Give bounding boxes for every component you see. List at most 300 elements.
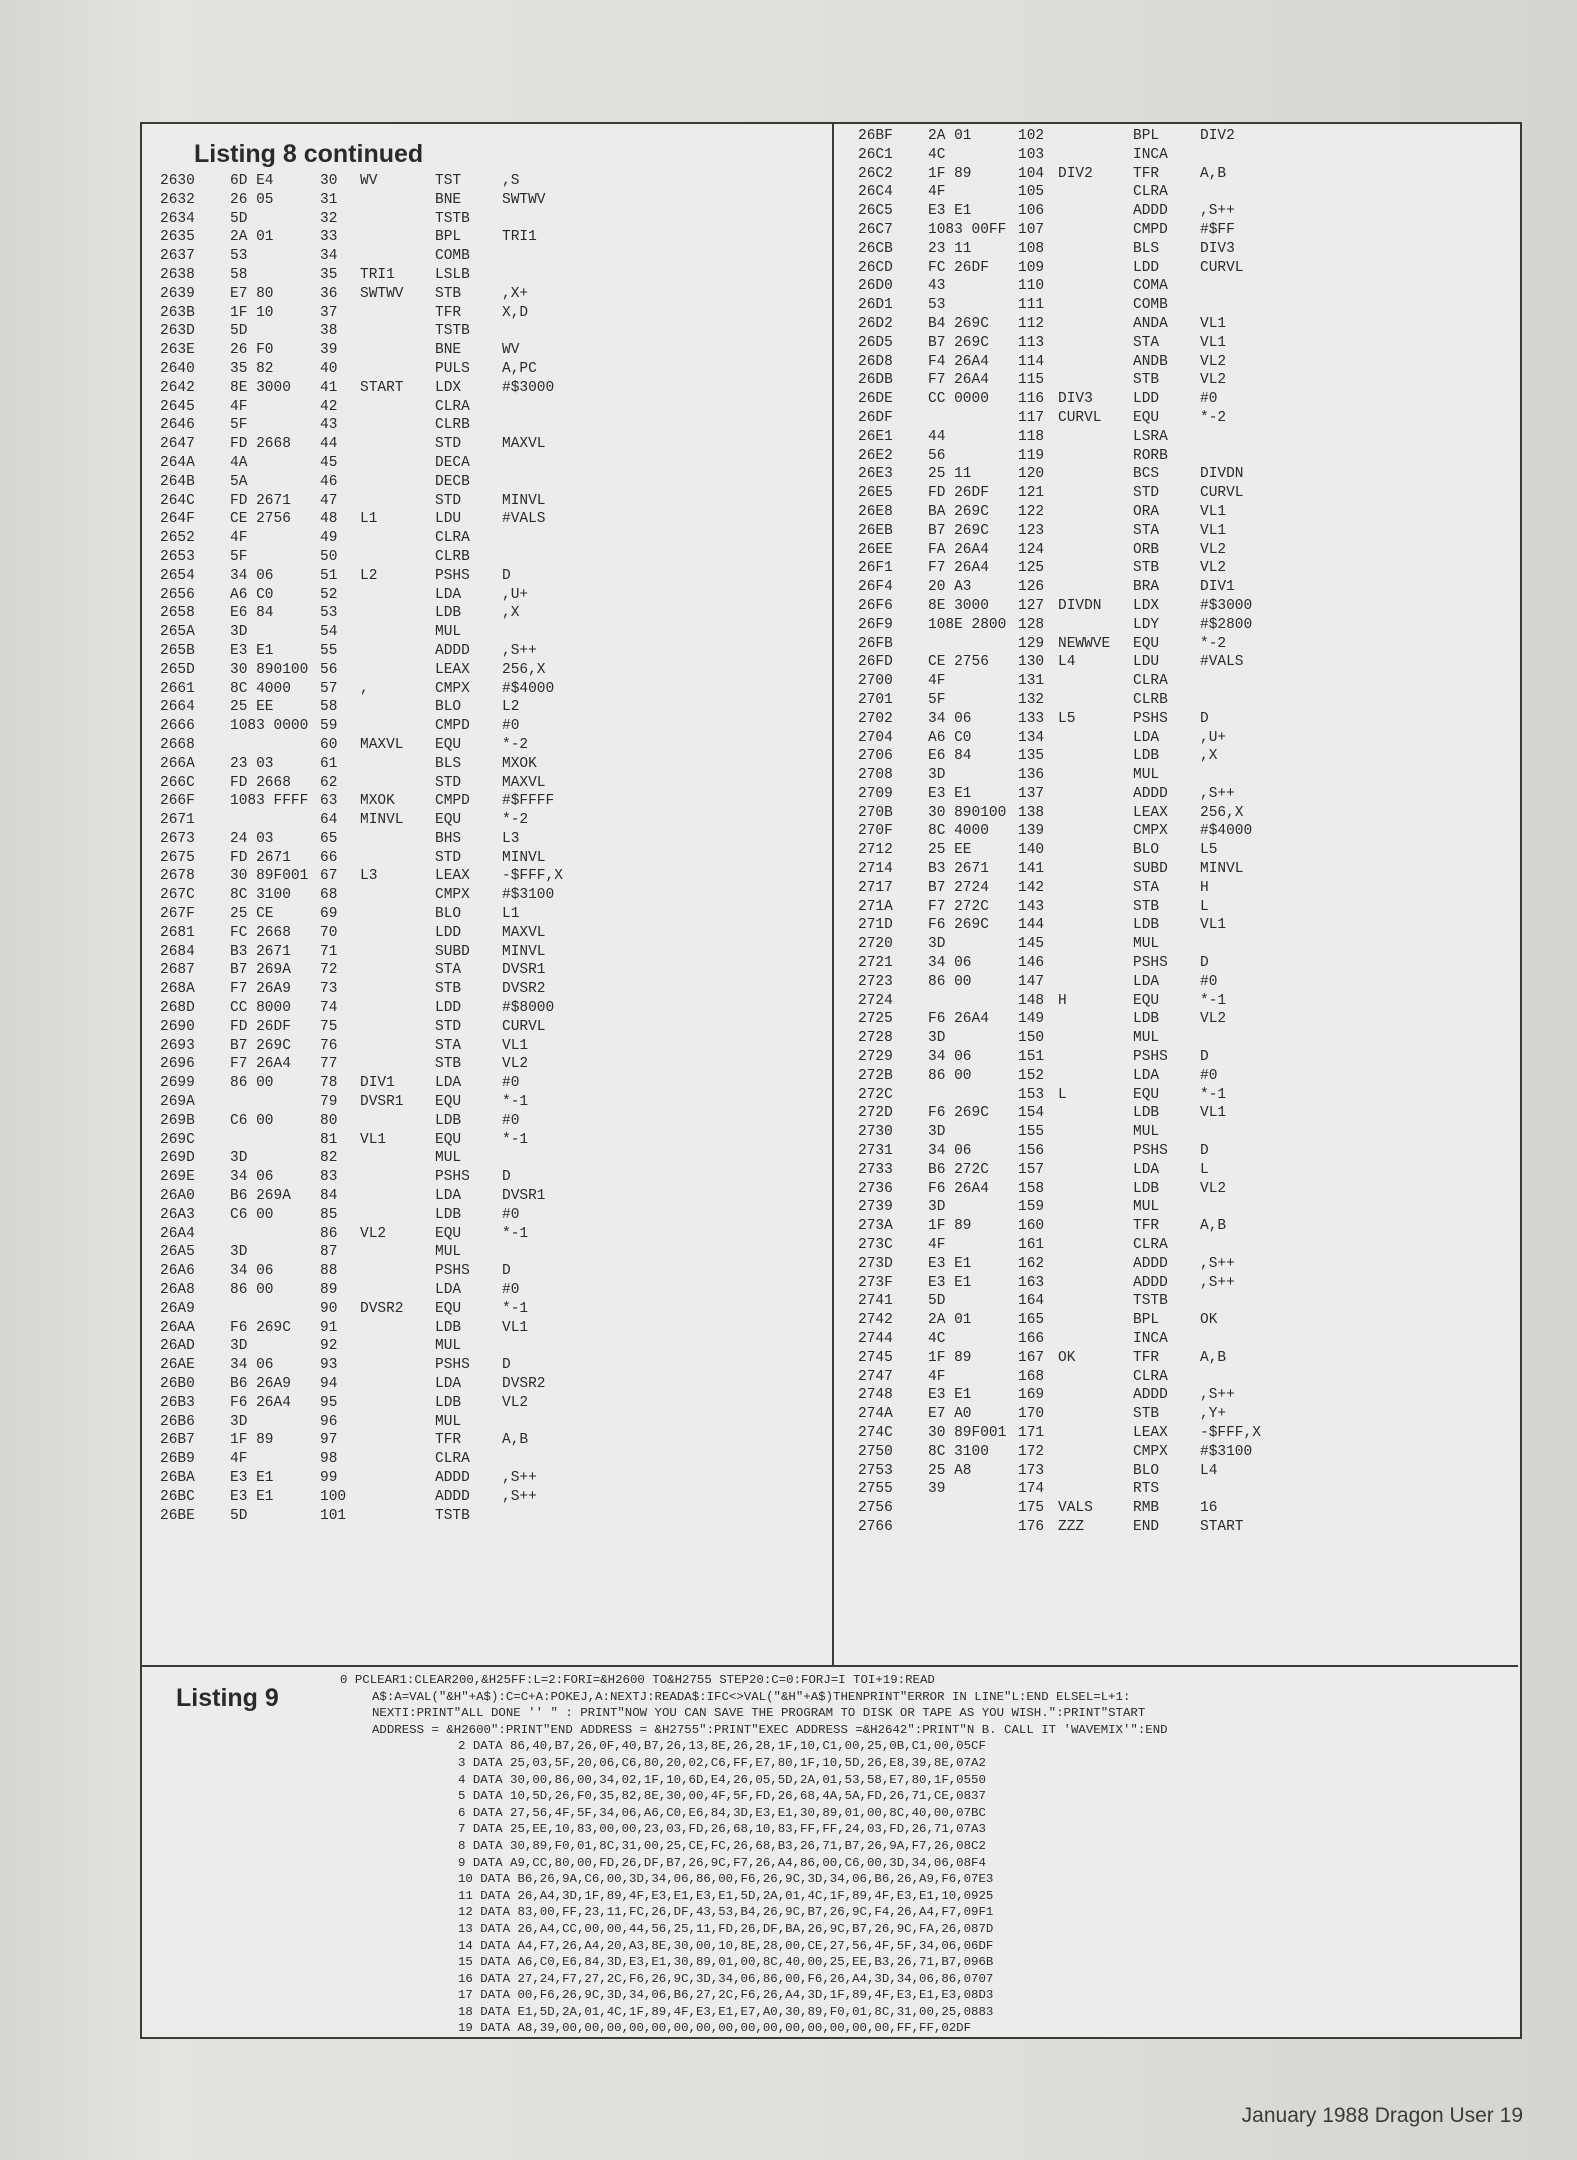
mnemonic: BNE: [435, 342, 462, 359]
listing8-heading: Listing 8 continued: [194, 140, 424, 168]
line-number: 49: [320, 530, 338, 547]
line-number: 112: [1018, 315, 1045, 332]
operand: DVSR1: [502, 962, 546, 979]
address: 26AE: [160, 1357, 195, 1374]
mnemonic: PSHS: [1133, 955, 1168, 972]
line-number: 85: [320, 1206, 338, 1223]
mnemonic: TST: [435, 173, 462, 189]
hex-bytes: 1F 89: [928, 165, 972, 182]
code-line: [858, 165, 1518, 184]
address: 2725: [858, 1011, 893, 1028]
hex-bytes: 56: [928, 447, 946, 464]
address: 2748: [858, 1387, 893, 1404]
mnemonic: INCA: [1133, 1331, 1168, 1347]
line-number: 97: [320, 1432, 338, 1449]
mnemonic: LEAX: [435, 868, 470, 885]
label: L2: [360, 567, 378, 584]
line-number: 50: [320, 548, 338, 565]
mnemonic: COMB: [1133, 297, 1168, 314]
address: 267C: [160, 887, 195, 904]
address: 26C1: [858, 146, 893, 163]
operand: #$3100: [1200, 1443, 1253, 1460]
address: 264C: [160, 492, 195, 509]
label: VL2: [360, 1225, 387, 1242]
operand: L5: [1200, 842, 1218, 859]
hex-bytes: 44: [928, 428, 946, 445]
code-line: [160, 774, 820, 793]
hex-bytes: 53: [928, 297, 946, 314]
mnemonic: LDA: [435, 586, 462, 603]
operand: A,B: [1200, 1349, 1227, 1366]
hex-bytes: E7 A0: [928, 1406, 972, 1423]
line-number: 142: [1018, 879, 1045, 896]
address: 26BC: [160, 1488, 195, 1505]
line-number: 72: [320, 962, 338, 979]
code-line: [160, 1168, 820, 1187]
operand: A,B: [1200, 1218, 1227, 1235]
address: 269E: [160, 1169, 195, 1186]
code-line: [858, 1518, 1518, 1537]
line-number: 130: [1018, 654, 1045, 671]
operand: TRI1: [502, 229, 537, 246]
mnemonic: PSHS: [435, 1169, 470, 1186]
code-line: [858, 1029, 1518, 1048]
operand: VL2: [1200, 372, 1227, 389]
hex-bytes: B3 2671: [230, 943, 291, 960]
hex-bytes: 1083 00FF: [928, 221, 1007, 238]
mnemonic: CMPX: [1133, 1443, 1168, 1460]
line-number: 79: [320, 1094, 338, 1111]
line-number: 113: [1018, 334, 1045, 351]
operand: ,S++: [502, 642, 537, 659]
address: 26E1: [858, 428, 893, 445]
address: 26A0: [160, 1188, 195, 1205]
code-line: [858, 653, 1518, 672]
code-line: [858, 1368, 1518, 1387]
operand: L1: [502, 906, 520, 923]
line-number: 92: [320, 1338, 338, 1355]
hex-bytes: C6 00: [230, 1112, 274, 1129]
basic-line: 12 DATA 83,00,FF,23,11,FC,26,DF,43,53,B4,26,9C,B7,26,9C,F4,26,A4,F7,09F1: [458, 1905, 994, 1920]
basic-line: 8 DATA 30,89,F0,01,8C,31,00,25,CE,FC,26,68,B3,26,71,B7,26,9A,F7,26,08C2: [458, 1838, 986, 1853]
code-line: [858, 1236, 1518, 1255]
address: 2652: [160, 530, 195, 547]
address: 266A: [160, 755, 195, 772]
operand: *-1: [1200, 992, 1227, 1009]
code-line: [160, 398, 820, 417]
code-line: [858, 1086, 1518, 1105]
code-line: [858, 860, 1518, 879]
operand: A,PC: [502, 360, 537, 377]
mnemonic: RORB: [1133, 447, 1168, 464]
address: 2709: [858, 785, 893, 802]
line-number: 168: [1018, 1368, 1045, 1385]
operand: DIV3: [1200, 240, 1235, 257]
label: START: [360, 379, 404, 396]
label: WV: [360, 173, 378, 189]
address: 2729: [858, 1049, 893, 1066]
code-line: [160, 717, 820, 736]
operand: MINVL: [1200, 861, 1244, 878]
code-line: [160, 341, 820, 360]
line-number: 148: [1018, 992, 1045, 1009]
mnemonic: COMB: [435, 248, 470, 265]
operand: DVSR2: [502, 981, 546, 998]
hex-bytes: 25 A8: [928, 1462, 972, 1479]
hex-bytes: E3 E1: [230, 1469, 274, 1486]
operand: #0: [502, 1075, 520, 1092]
line-number: 57: [320, 680, 338, 697]
basic-line: 4 DATA 30,00,86,00,34,02,1F,10,6D,E4,26,05,5D,2A,01,53,58,E7,80,1F,0550: [458, 1772, 986, 1787]
operand: D: [1200, 710, 1209, 727]
mnemonic: STD: [435, 774, 462, 791]
line-number: 128: [1018, 616, 1045, 633]
address: 269D: [160, 1150, 195, 1167]
address: 26F1: [858, 560, 893, 577]
label: ZZZ: [1058, 1518, 1085, 1535]
code-line: [160, 1225, 820, 1244]
operand: *-1: [502, 1094, 529, 1111]
mnemonic: PSHS: [435, 1357, 470, 1374]
hex-bytes: 3D: [230, 1150, 248, 1167]
address: 26F4: [858, 579, 893, 596]
code-line: [858, 183, 1518, 202]
code-line: [160, 548, 820, 567]
label: MAXVL: [360, 736, 404, 753]
basic-line: 10 DATA B6,26,9A,C6,00,3D,34,06,86,00,F6,26,9C,3D,34,06,B6,26,A9,F6,07E3: [458, 1872, 994, 1887]
mnemonic: ORA: [1133, 503, 1160, 520]
line-number: 82: [320, 1150, 338, 1167]
line-number: 146: [1018, 955, 1045, 972]
code-line: [160, 473, 820, 492]
code-line: [858, 1424, 1518, 1443]
mnemonic: LDB: [1133, 917, 1160, 934]
line-number: 171: [1018, 1424, 1045, 1441]
line-number: 166: [1018, 1331, 1045, 1347]
line-number: 161: [1018, 1237, 1045, 1254]
hex-bytes: 86 00: [928, 973, 972, 990]
label: DIV1: [360, 1075, 395, 1092]
code-line: [160, 567, 820, 586]
code-line: [858, 879, 1518, 898]
hex-bytes: 86 00: [230, 1282, 274, 1299]
code-line: [858, 146, 1518, 165]
operand: L: [1200, 898, 1209, 915]
code-line: [858, 1048, 1518, 1067]
hex-bytes: 34 06: [928, 710, 972, 727]
mnemonic: EQU: [435, 812, 462, 829]
hex-bytes: 26 05: [230, 191, 274, 208]
hex-bytes: 4C: [928, 146, 946, 163]
line-number: 89: [320, 1282, 338, 1299]
hex-bytes: F7 272C: [928, 898, 989, 915]
code-line: [858, 1067, 1518, 1086]
operand: *-2: [502, 812, 529, 829]
address: 2756: [858, 1500, 893, 1517]
operand: A,B: [1200, 165, 1227, 182]
address: 2736: [858, 1180, 893, 1197]
code-line: [160, 1187, 820, 1206]
address: 2724: [858, 992, 893, 1009]
line-number: 127: [1018, 597, 1045, 614]
hex-bytes: 3D: [928, 767, 946, 784]
hex-bytes: E3 E1: [928, 1274, 972, 1291]
code-line: [858, 1499, 1518, 1518]
code-line: [160, 492, 820, 511]
line-number: 87: [320, 1244, 338, 1261]
listing9-heading: Listing 9: [176, 1684, 279, 1712]
hex-bytes: 53: [230, 248, 248, 265]
line-number: 176: [1018, 1518, 1045, 1535]
line-number: 151: [1018, 1049, 1045, 1066]
operand: #0: [1200, 391, 1218, 408]
code-line: [160, 924, 820, 943]
code-line: [160, 661, 820, 680]
code-line: [160, 980, 820, 999]
operand: L4: [1200, 1462, 1218, 1479]
code-line: [160, 1074, 820, 1093]
hex-bytes: CE 2756: [230, 511, 291, 528]
address: 268A: [160, 981, 195, 998]
code-line: [160, 1093, 820, 1112]
mnemonic: BNE: [435, 191, 462, 208]
line-number: 109: [1018, 259, 1045, 276]
code-line: [160, 1394, 820, 1413]
line-number: 66: [320, 849, 338, 866]
mnemonic: COMA: [1133, 278, 1168, 295]
address: 2634: [160, 210, 195, 227]
label: L5: [1058, 710, 1076, 727]
operand: MAXVL: [502, 774, 546, 791]
mnemonic: ADDD: [1133, 1255, 1168, 1272]
address: 2658: [160, 605, 195, 622]
label: NEWWVE: [1058, 635, 1111, 652]
hex-bytes: 30 89F001: [230, 868, 309, 885]
basic-line: 19 DATA A8,39,00,00,00,00,00,00,00,00,00,00,00,00,00,00,00,FF,FF,02DF: [458, 2021, 972, 2036]
line-number: 139: [1018, 823, 1045, 840]
mnemonic: TSTB: [1133, 1293, 1168, 1310]
address: 2647: [160, 436, 195, 453]
code-line: [160, 1337, 820, 1356]
line-number: 132: [1018, 691, 1045, 708]
code-line: [160, 210, 820, 229]
mnemonic: LDD: [1133, 391, 1160, 408]
address: 264F: [160, 511, 195, 528]
mnemonic: MUL: [435, 1244, 462, 1261]
line-number: 81: [320, 1131, 338, 1148]
code-line: [858, 1161, 1518, 1180]
code-line: [858, 1405, 1518, 1424]
hex-bytes: B6 26A9: [230, 1376, 291, 1392]
code-line: [858, 578, 1518, 597]
code-line: [858, 541, 1518, 560]
mnemonic: STA: [1133, 879, 1160, 896]
mnemonic: STD: [1133, 485, 1160, 502]
line-number: 163: [1018, 1274, 1045, 1291]
hex-bytes: B7 269C: [928, 334, 989, 351]
address: 26AD: [160, 1338, 195, 1355]
operand: MINVL: [502, 849, 546, 866]
code-line: [160, 247, 820, 266]
mnemonic: LDA: [435, 1075, 462, 1092]
hex-bytes: 1F 89: [928, 1349, 972, 1366]
code-line: [160, 1450, 820, 1469]
address: 2671: [160, 812, 195, 829]
code-line: [160, 1281, 820, 1300]
code-line: [858, 1330, 1518, 1349]
line-number: 40: [320, 360, 338, 377]
code-line: [858, 935, 1518, 954]
mnemonic: LDY: [1133, 616, 1160, 633]
operand: D: [1200, 1143, 1209, 1160]
operand: X,D: [502, 304, 529, 321]
mnemonic: LDD: [435, 924, 462, 941]
line-number: 172: [1018, 1443, 1045, 1460]
mnemonic: TFR: [1133, 1218, 1160, 1235]
line-number: 68: [320, 887, 338, 904]
hex-bytes: 8C 4000: [928, 823, 989, 840]
mnemonic: LDA: [435, 1282, 462, 1299]
mnemonic: BHS: [435, 830, 462, 847]
code-line: [160, 642, 820, 661]
code-line: [160, 228, 820, 247]
address: 26BE: [160, 1507, 195, 1524]
line-number: 167: [1018, 1349, 1045, 1366]
code-line: [160, 905, 820, 924]
operand: VL2: [1200, 353, 1227, 370]
line-number: 122: [1018, 503, 1045, 520]
hex-bytes: 86 00: [928, 1067, 972, 1084]
hex-bytes: 25 CE: [230, 906, 274, 923]
code-line: [160, 586, 820, 605]
mnemonic: CMPD: [1133, 221, 1168, 238]
line-number: 138: [1018, 804, 1045, 821]
mnemonic: STB: [1133, 560, 1160, 577]
line-number: 99: [320, 1469, 338, 1486]
code-line: [858, 954, 1518, 973]
hex-bytes: E6 84: [230, 605, 274, 622]
mnemonic: ANDB: [1133, 353, 1168, 370]
line-number: 67: [320, 868, 338, 885]
code-line: [858, 1480, 1518, 1499]
listing8-right-code: [858, 127, 1518, 1537]
address: 2696: [160, 1056, 195, 1073]
address: 26C7: [858, 221, 893, 238]
hex-bytes: 5D: [230, 1507, 248, 1524]
address: 2708: [858, 767, 893, 784]
operand: L3: [502, 830, 520, 847]
code-line: [160, 1356, 820, 1375]
line-number: 174: [1018, 1481, 1045, 1498]
line-number: 73: [320, 981, 338, 998]
hex-bytes: F7 26A4: [928, 560, 989, 577]
operand: MAXVL: [502, 436, 546, 453]
operand: VL1: [1200, 917, 1227, 934]
line-number: 77: [320, 1056, 338, 1073]
address: 263B: [160, 304, 195, 321]
address: 271D: [858, 917, 893, 934]
line-number: 98: [320, 1451, 338, 1468]
address: 2739: [858, 1199, 893, 1216]
basic-line: 11 DATA 26,A4,3D,1F,89,4F,E3,E1,E3,E1,5D,2A,01,4C,1F,89,4F,E3,E1,10,0925: [458, 1888, 994, 1903]
code-line: [160, 830, 820, 849]
hex-bytes: 4F: [230, 398, 248, 415]
address: 269A: [160, 1094, 195, 1111]
hex-bytes: 3D: [928, 1199, 946, 1216]
code-line: [160, 304, 820, 323]
hex-bytes: 20 A3: [928, 579, 972, 596]
operand: A,B: [502, 1432, 529, 1449]
code-line: [858, 616, 1518, 635]
mnemonic: ADDD: [1133, 1387, 1168, 1404]
mnemonic: SUBD: [1133, 861, 1168, 878]
code-line: [160, 867, 820, 886]
code-line: [858, 353, 1518, 372]
line-number: 30: [320, 173, 338, 189]
line-number: 173: [1018, 1462, 1045, 1479]
hex-bytes: 1F 10: [230, 304, 274, 321]
address: 2645: [160, 398, 195, 415]
address: 264B: [160, 473, 195, 490]
code-line: [160, 379, 820, 398]
line-number: 100: [320, 1488, 347, 1505]
hex-bytes: B4 269C: [928, 315, 989, 332]
operand: #$3000: [502, 379, 555, 396]
line-number: 42: [320, 398, 338, 415]
line-number: 71: [320, 943, 338, 960]
hex-bytes: 30 890100: [928, 804, 1007, 821]
operand: DVSR1: [502, 1188, 546, 1205]
line-number: 44: [320, 436, 338, 453]
line-number: 158: [1018, 1180, 1045, 1197]
address: 26A3: [160, 1206, 195, 1223]
line-number: 115: [1018, 372, 1045, 389]
address: 26EB: [858, 522, 893, 539]
hex-bytes: 5F: [230, 417, 248, 434]
line-number: 129: [1018, 635, 1045, 652]
label: DVSR2: [360, 1300, 404, 1317]
line-number: 155: [1018, 1124, 1045, 1141]
hex-bytes: 4F: [928, 673, 946, 690]
address: 269B: [160, 1112, 195, 1129]
code-line: [160, 755, 820, 774]
mnemonic: DECB: [435, 473, 470, 490]
address: 26D5: [858, 334, 893, 351]
address: 272D: [858, 1105, 893, 1122]
mnemonic: CLRA: [1133, 184, 1168, 201]
operand: *-1: [502, 1300, 529, 1317]
operand: VL1: [502, 1037, 529, 1054]
code-line: [160, 1507, 820, 1526]
line-number: 135: [1018, 748, 1045, 765]
code-line: [858, 635, 1518, 654]
hex-bytes: F7 26A4: [928, 372, 989, 389]
listing9-code: [340, 1672, 1510, 2037]
hex-bytes: B7 269C: [230, 1037, 291, 1054]
label: MXOK: [360, 793, 395, 810]
operand: *-1: [1200, 1086, 1227, 1103]
operand: ,X+: [502, 285, 529, 302]
code-line: [858, 1311, 1518, 1330]
hex-bytes: 4F: [230, 530, 248, 547]
hex-bytes: FC 2668: [230, 924, 291, 941]
code-line: [858, 240, 1518, 259]
code-line: [160, 1149, 820, 1168]
hex-bytes: 8C 3100: [230, 887, 291, 904]
basic-line: 0 PCLEAR1:CLEAR200,&H25FF:L=2:FORI=&H2600 TO&H2755 STEP20:C=0:FORJ=I TOI+19:READ: [340, 1673, 935, 1687]
operand: 16: [1200, 1500, 1218, 1517]
code-line: [858, 1462, 1518, 1481]
